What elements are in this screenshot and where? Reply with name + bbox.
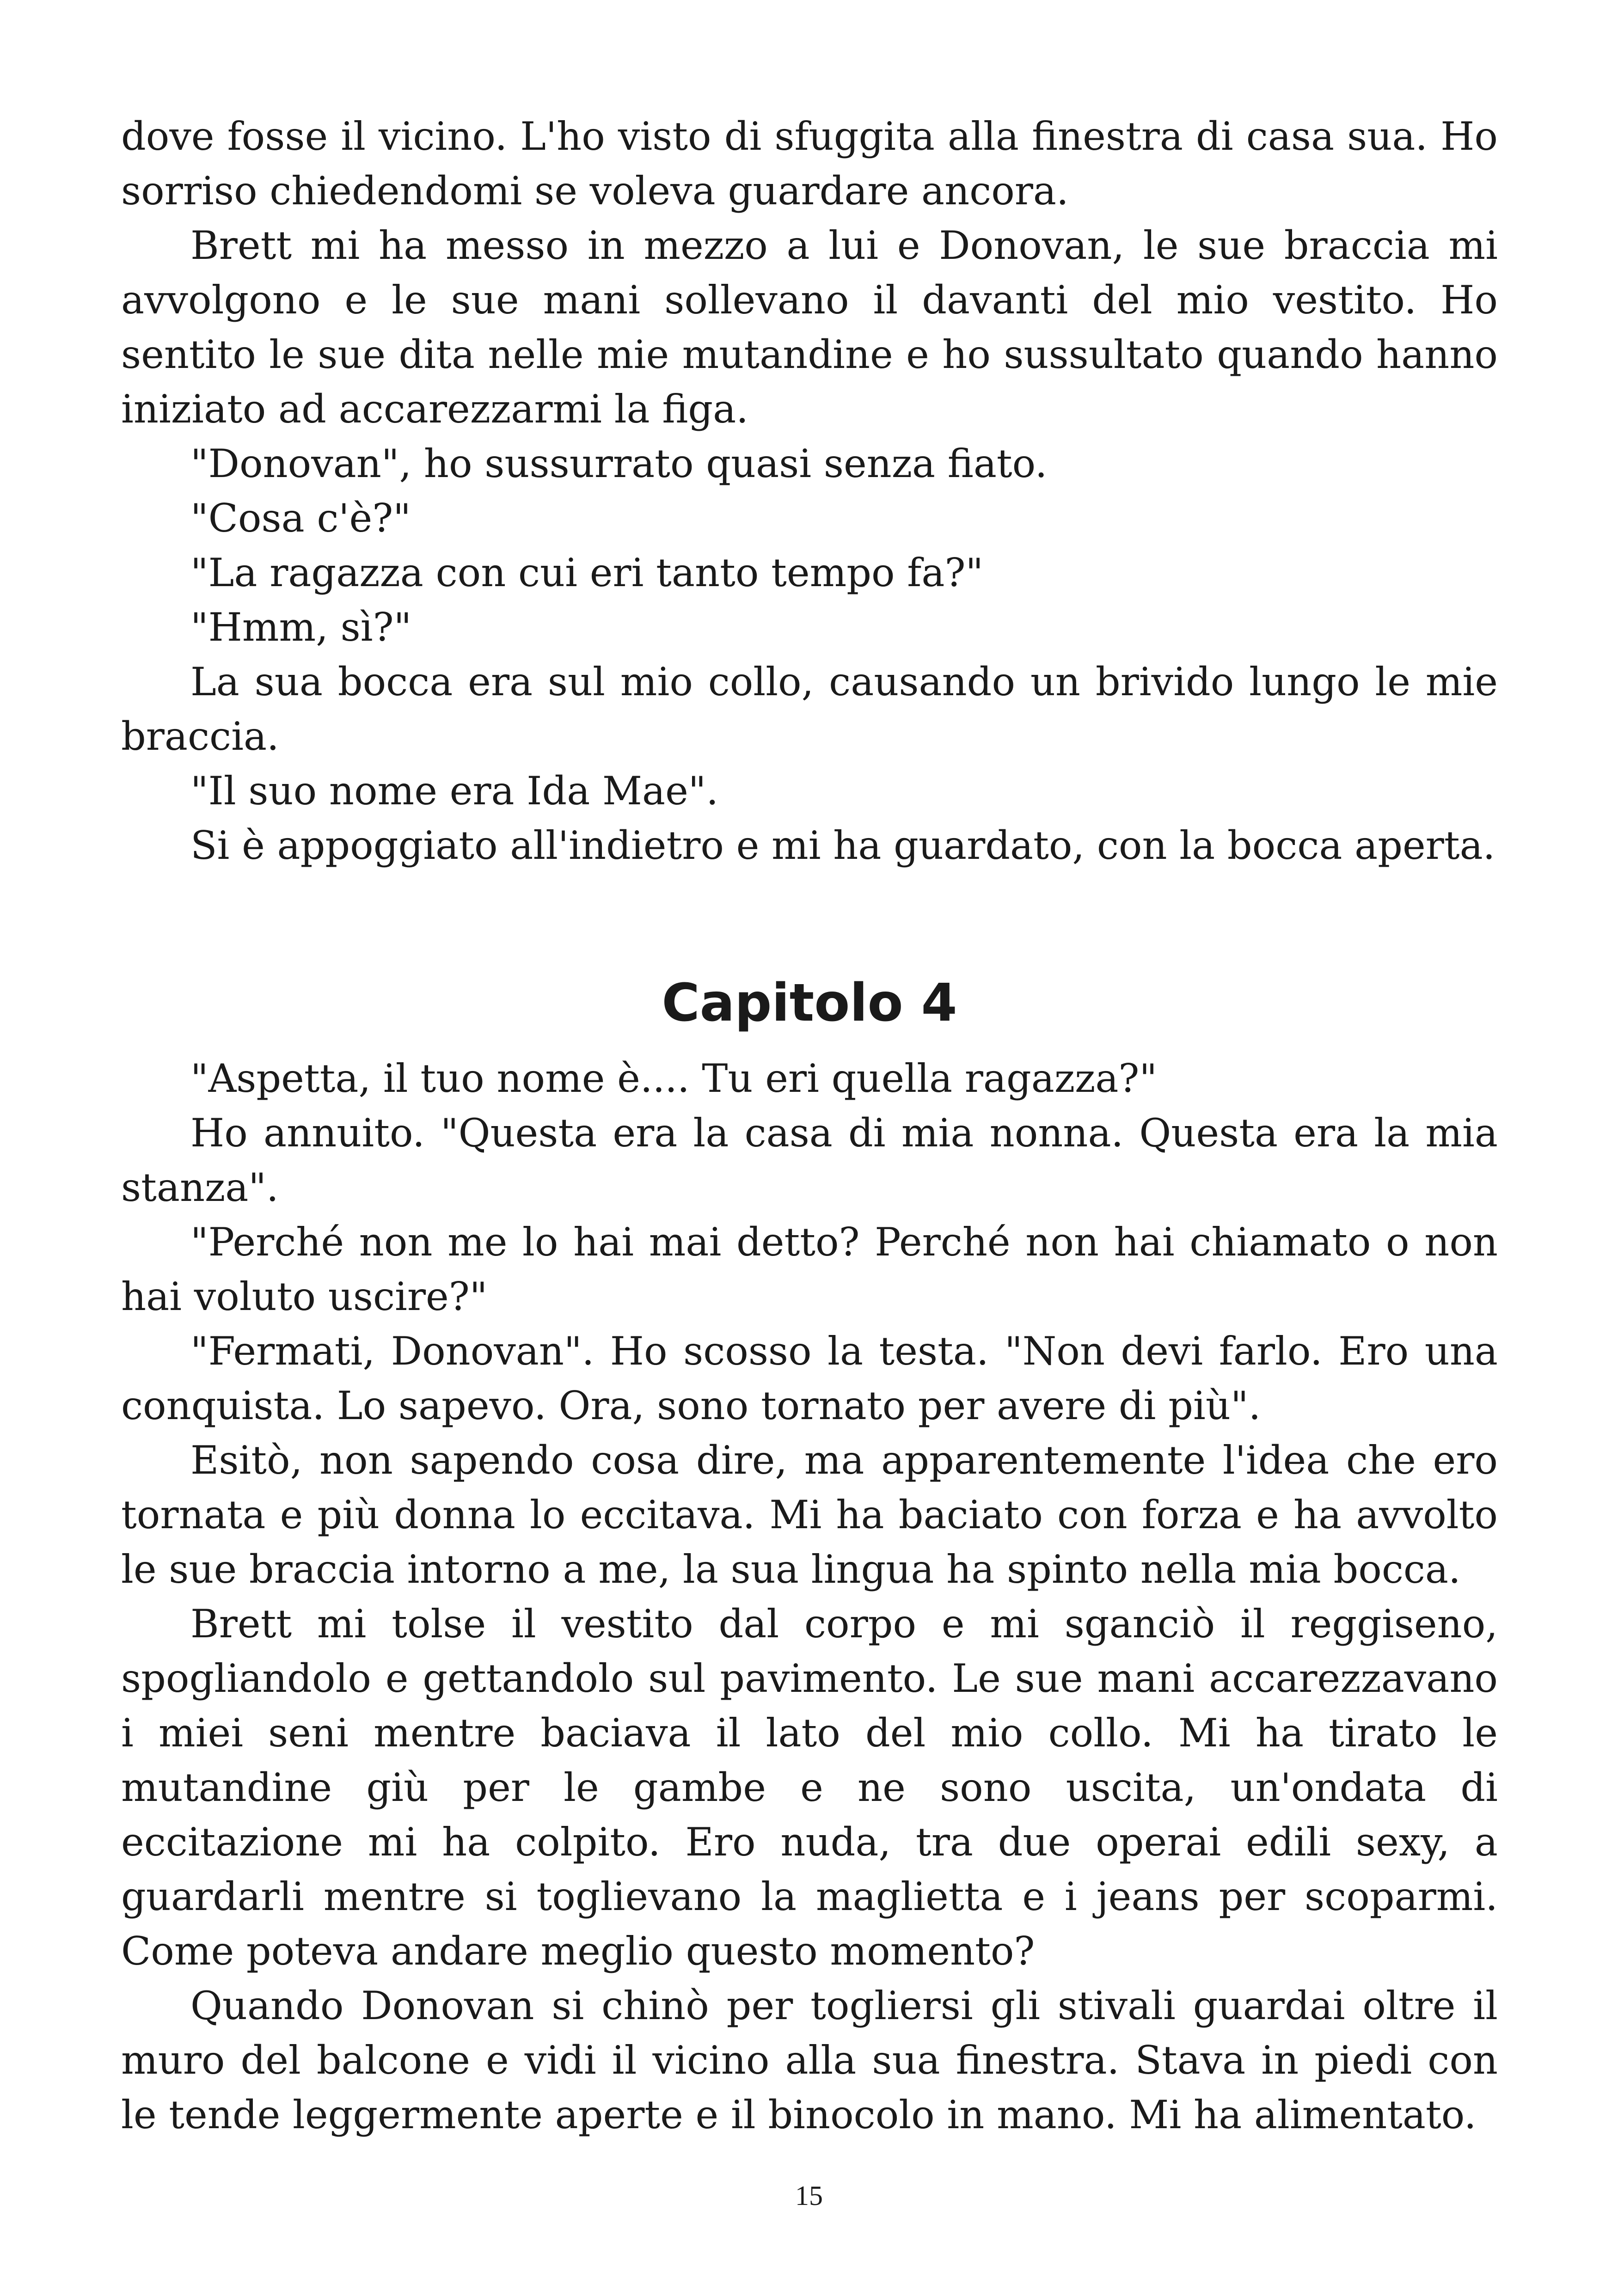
paragraph: Ho annuito. "Questa era la casa di mia nonna. Questa era la mia stanza". bbox=[121, 1110, 1498, 1210]
page-number: 15 bbox=[795, 2180, 823, 2211]
page-body bbox=[121, 109, 1498, 2142]
paragraph: "Cosa c'è?" bbox=[190, 496, 411, 541]
paragraph: Si è appoggiato all'indietro e mi ha guardato, con la bocca aperta. bbox=[190, 823, 1495, 868]
paragraph: "Donovan", ho sussurrato quasi senza fiato. bbox=[190, 441, 1048, 486]
paragraph: Quando Donovan si chinò per togliersi gli stivali guardai oltre il muro del balcone e vidi il vicino alla sua finestra. Stava in piedi con le tende leggermente aperte e il binocolo in mano. Mi ha alimentato. bbox=[121, 1983, 1498, 2137]
paragraph: Esitò, non sapendo cosa dire, ma apparentemente l'idea che ero tornata e più donna lo eccitava. Mi ha baciato con forza e ha avvolto le sue braccia intorno a me, la sua lingua ha spinto nella mia bocca. bbox=[121, 1438, 1498, 1592]
paragraph-continued: dove fosse il vicino. L'ho visto di sfuggita alla finestra di casa sua. Ho sorriso chiedendomi se voleva guardare ancora. bbox=[121, 114, 1498, 214]
paragraph: "Perché non me lo hai mai detto? Perché non hai chiamato o non hai voluto uscire?" bbox=[121, 1219, 1498, 1319]
paragraph: Brett mi tolse il vestito dal corpo e mi sganciò il reggiseno, spogliandolo e gettandolo sul pavimento. Le sue mani accarezzavano i miei seni mentre baciava il lato del mio collo. Mi ha tirato le mutandine giù per le gambe e ne sono uscita, un'ondata di eccitazione mi ha colpito. Ero nuda, tra due operai edili sexy, a guardarli mentre si toglievano la maglietta e i jeans per scoparmi. Come poteva andare meglio questo momento? bbox=[121, 1601, 1498, 1974]
paragraph: Brett mi ha messo in mezzo a lui e Donovan, le sue braccia mi avvolgono e le sue mani sollevano il davanti del mio vestito. Ho sentito le sue dita nelle mie mutandine e ho sussultato quando hanno iniziato ad accarezzarmi la figa. bbox=[121, 223, 1498, 432]
paragraph: La sua bocca era sul mio collo, causando un brivido lungo le mie braccia. bbox=[121, 659, 1498, 759]
chapter-heading: Capitolo 4 bbox=[662, 973, 957, 1033]
paragraph: "Aspetta, il tuo nome è.... Tu eri quella ragazza?" bbox=[190, 1056, 1158, 1101]
paragraph: "La ragazza con cui eri tanto tempo fa?" bbox=[190, 550, 984, 595]
paragraph: "Hmm, sì?" bbox=[190, 605, 412, 650]
paragraph: "Fermati, Donovan". Ho scosso la testa. "Non devi farlo. Ero una conquista. Lo sapevo. Ora, sono tornato per avere di più". bbox=[121, 1329, 1498, 1428]
paragraph: "Il suo nome era Ida Mae". bbox=[190, 768, 719, 814]
